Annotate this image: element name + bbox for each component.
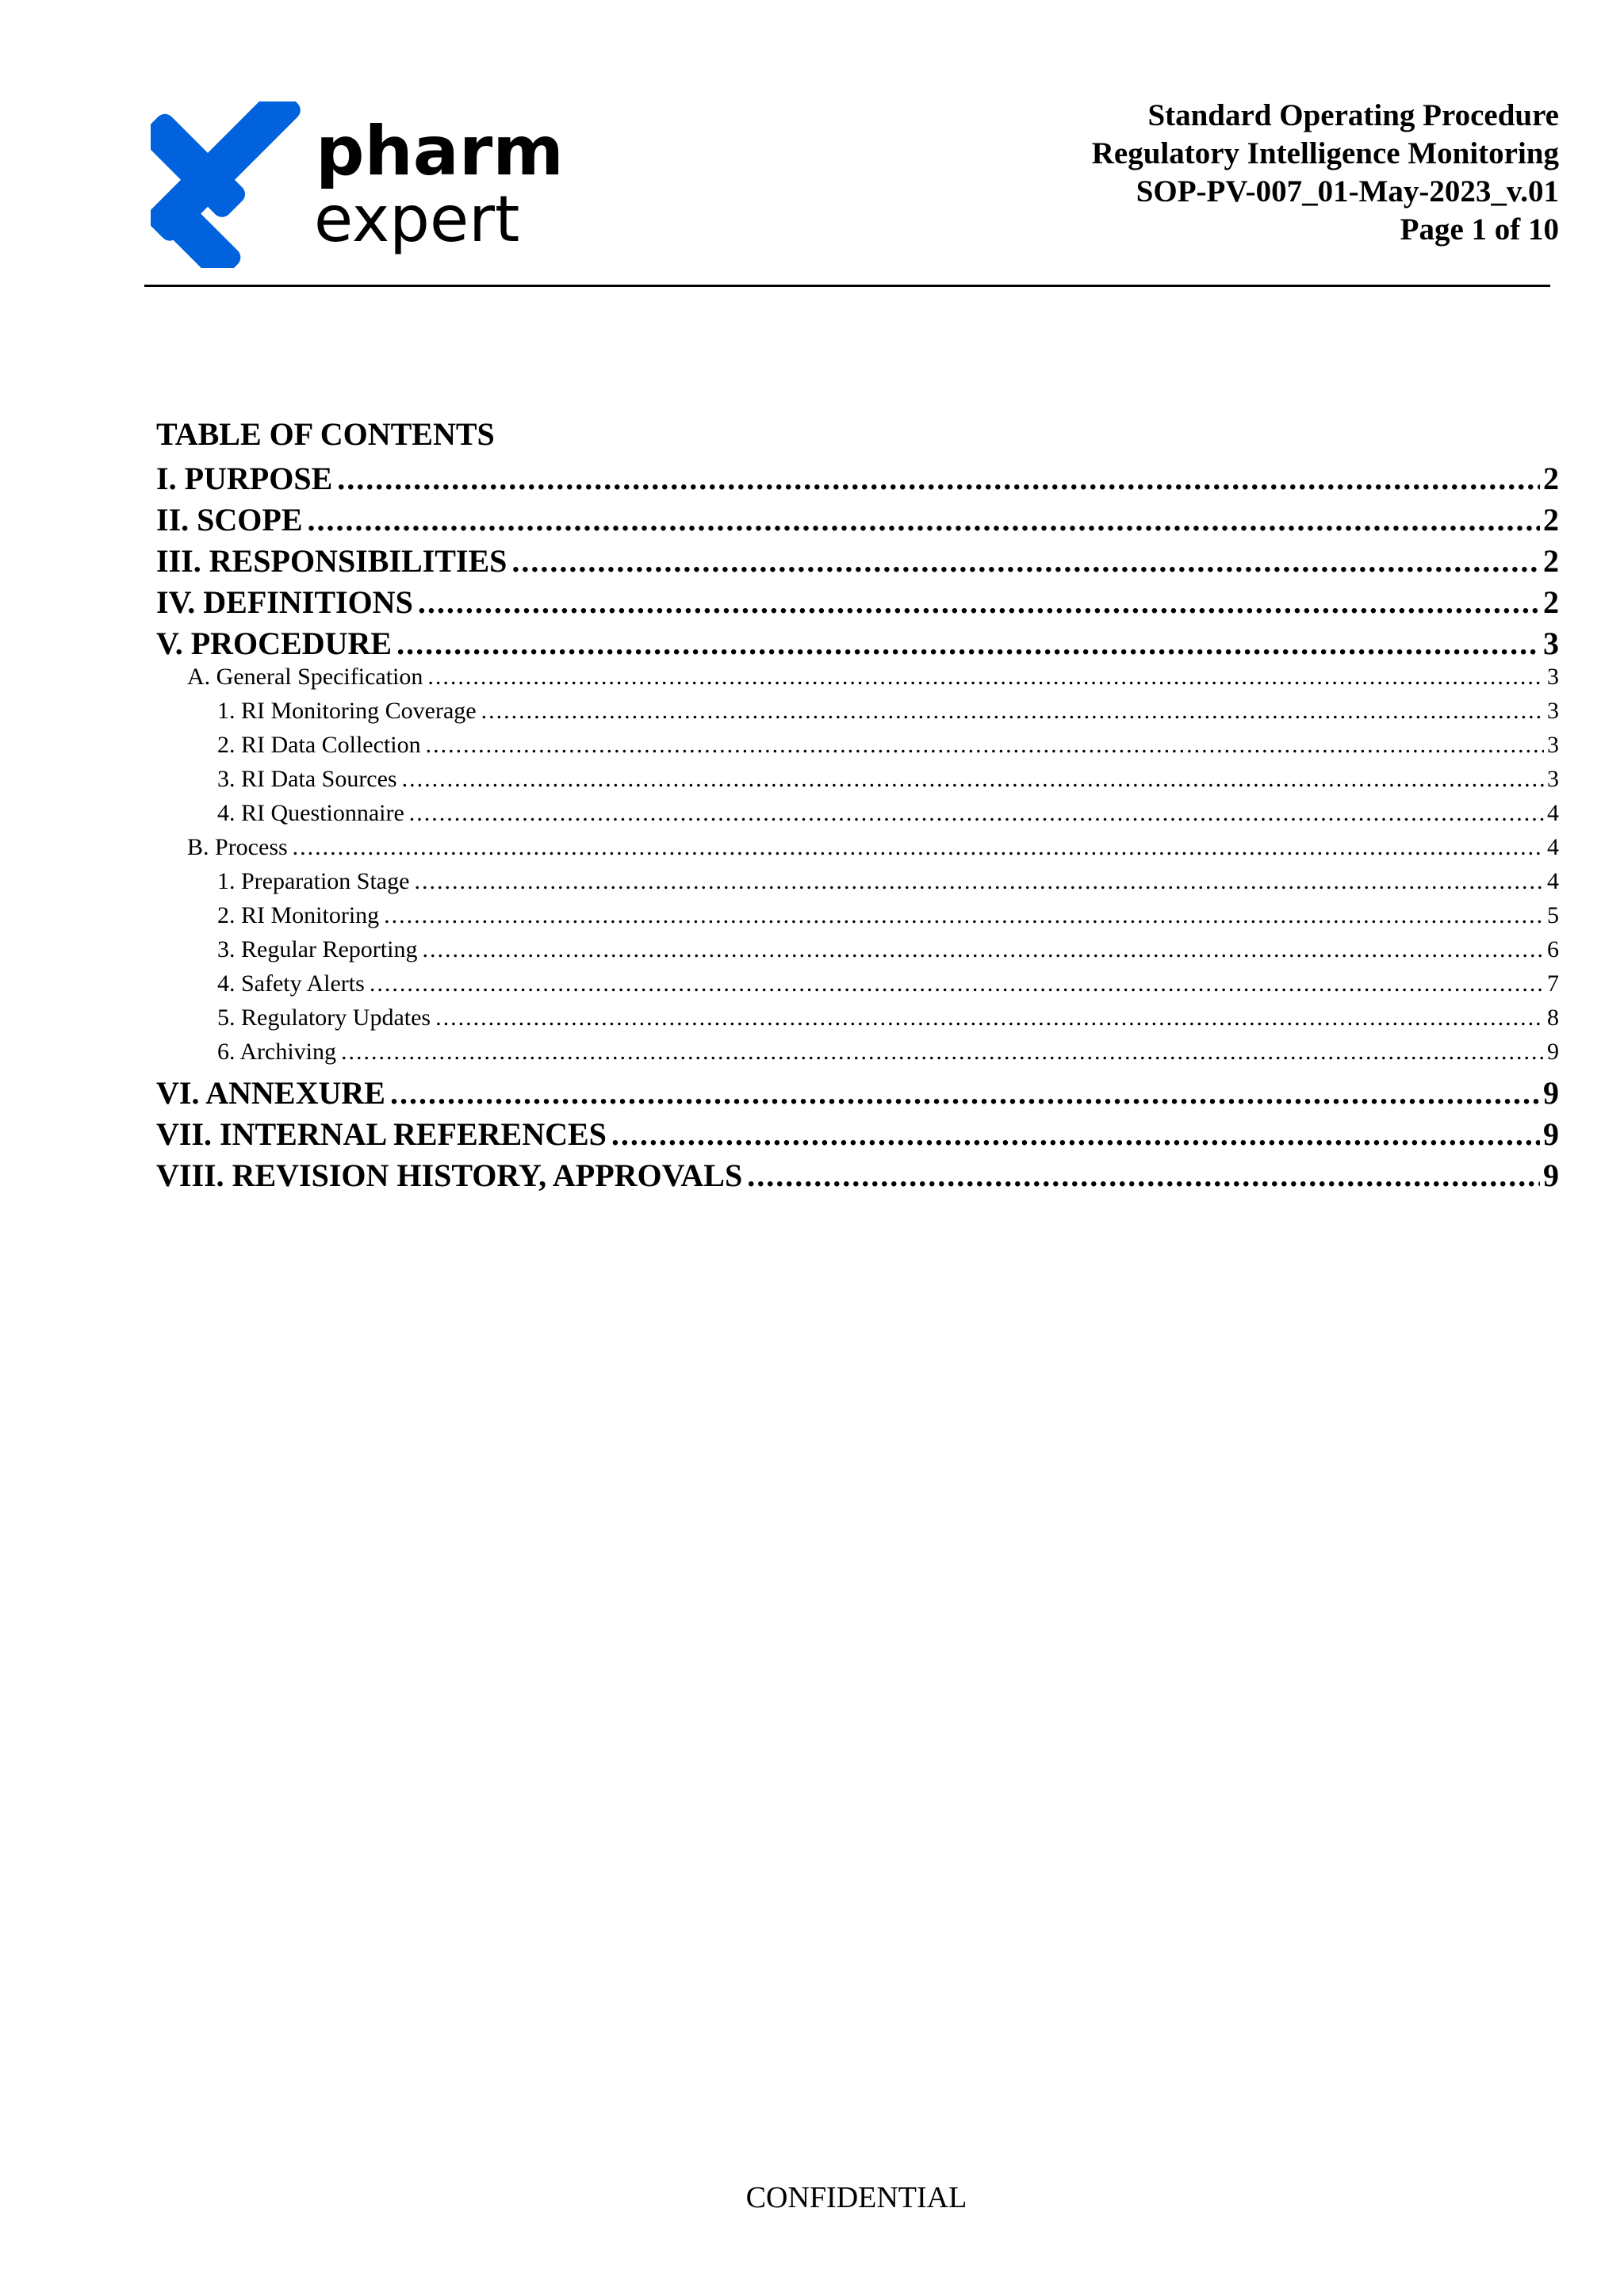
x-mark-icon: [151, 101, 304, 268]
toc-entry-page: 3: [1547, 664, 1559, 690]
toc-dot-leader: [396, 625, 1540, 662]
header-divider: [144, 285, 1550, 287]
toc-entry[interactable]: [156, 698, 1559, 725]
toc-dot-leader: [341, 1039, 1544, 1066]
document-header: [1092, 97, 1559, 249]
toc-entry-page: 2: [1543, 502, 1559, 538]
toc-entry-label: V. PROCEDURE: [156, 626, 393, 661]
toc-entry-page: 2: [1543, 584, 1559, 620]
toc-dot-leader: [384, 902, 1544, 929]
toc-dot-leader: [293, 834, 1544, 861]
toc-entry-label: A. General Specification: [187, 664, 423, 690]
toc-entry[interactable]: [156, 834, 1559, 861]
toc-dot-leader: [308, 501, 1541, 538]
toc-entry-label: 1. RI Monitoring Coverage: [217, 698, 477, 724]
toc-entry-page: 3: [1547, 766, 1559, 792]
toc-dot-leader: [611, 1115, 1540, 1153]
toc-dot-leader: [481, 698, 1544, 725]
logo-text-pharm: pharm: [316, 112, 563, 191]
toc-entry[interactable]: [156, 766, 1559, 793]
toc-entry[interactable]: [156, 1157, 1559, 1194]
toc-entry[interactable]: [156, 501, 1559, 538]
toc-entry-label: VI. ANNEXURE: [156, 1075, 385, 1111]
toc-entry[interactable]: [156, 625, 1559, 662]
toc-entry[interactable]: [156, 1039, 1559, 1066]
toc-dot-leader: [390, 1074, 1540, 1112]
toc-entry-label: II. SCOPE: [156, 502, 303, 538]
toc-dot-leader: [418, 584, 1540, 621]
toc-entry[interactable]: [156, 460, 1559, 497]
toc-entry-page: 4: [1547, 834, 1559, 860]
toc-entry[interactable]: [156, 1004, 1559, 1031]
toc-entry-page: 9: [1543, 1158, 1559, 1193]
toc-entry-page: 6: [1547, 936, 1559, 962]
toc-entry-label: 2. RI Data Collection: [217, 732, 421, 758]
toc-entry-page: 8: [1547, 1004, 1559, 1031]
toc-entry[interactable]: [156, 732, 1559, 759]
header-doc-type: Standard Operating Procedure: [1147, 98, 1559, 132]
toc-dot-leader: [427, 664, 1544, 691]
toc-entry-label: 6. Archiving: [217, 1039, 336, 1065]
toc-entry-page: 9: [1543, 1075, 1559, 1111]
toc-entry-label: VII. INTERNAL REFERENCES: [156, 1116, 607, 1152]
toc-entry[interactable]: [156, 1074, 1559, 1112]
toc-entry-label: 5. Regulatory Updates: [217, 1004, 431, 1031]
toc-entry[interactable]: [156, 800, 1559, 827]
toc-dot-leader: [426, 732, 1544, 759]
toc-entry[interactable]: [156, 1115, 1559, 1153]
toc-dot-leader: [337, 460, 1540, 497]
toc-entry-page: 4: [1547, 868, 1559, 894]
toc-entry-label: 4. RI Questionnaire: [217, 800, 404, 826]
toc-entry-label: 3. RI Data Sources: [217, 766, 397, 792]
toc-entry-page: 4: [1547, 800, 1559, 826]
toc-entry-label: III. RESPONSIBILITIES: [156, 543, 508, 579]
toc-entry-label: 4. Safety Alerts: [217, 970, 365, 997]
toc-entry-label: VIII. REVISION HISTORY, APPROVALS: [156, 1158, 743, 1193]
toc-entry[interactable]: [156, 970, 1559, 997]
toc-title: TABLE OF CONTENTS: [156, 416, 495, 452]
toc-dot-leader: [370, 970, 1544, 997]
toc-entry-label: B. Process: [187, 834, 288, 860]
pharmexpert-logo: [151, 101, 563, 268]
toc-entry-label: IV. DEFINITIONS: [156, 584, 413, 620]
toc-entry[interactable]: [156, 584, 1559, 621]
header-page-number: Page 1 of 10: [1400, 212, 1559, 247]
toc-entry[interactable]: [156, 902, 1559, 929]
toc-entry-page: 9: [1547, 1039, 1559, 1065]
toc-entry[interactable]: [156, 936, 1559, 963]
toc-entry-page: 3: [1547, 698, 1559, 724]
toc-entry-page: 5: [1547, 902, 1559, 928]
toc-entry-label: 2. RI Monitoring: [217, 902, 380, 928]
toc-dot-leader: [409, 800, 1544, 827]
toc-entry-page: 3: [1547, 732, 1559, 758]
toc-entry-label: 1. Preparation Stage: [217, 868, 410, 894]
toc-entry-page: 2: [1543, 543, 1559, 579]
toc-entry-page: 9: [1543, 1116, 1559, 1152]
toc-entry[interactable]: [156, 868, 1559, 895]
toc-entry-page: 3: [1543, 626, 1559, 661]
toc-entry-label: I. PURPOSE: [156, 461, 333, 496]
toc-dot-leader: [414, 868, 1544, 895]
toc-entry[interactable]: [156, 664, 1559, 691]
toc-dot-leader: [435, 1004, 1544, 1031]
toc-entry-label: 3. Regular Reporting: [217, 936, 418, 962]
logo-text-expert: expert: [314, 182, 520, 256]
header-doc-title: Regulatory Intelligence Monitoring: [1091, 136, 1559, 170]
toc-dot-leader: [422, 936, 1544, 963]
toc-entry-page: 7: [1547, 970, 1559, 997]
toc-dot-leader: [747, 1157, 1540, 1194]
toc-dot-leader: [402, 766, 1544, 793]
toc-entry[interactable]: [156, 542, 1559, 580]
footer-confidential: CONFIDENTIAL: [745, 2181, 967, 2214]
header-doc-id: SOP-PV-007_01-May-2023_v.01: [1136, 174, 1559, 209]
toc-entry-page: 2: [1543, 461, 1559, 496]
toc-dot-leader: [511, 542, 1540, 580]
